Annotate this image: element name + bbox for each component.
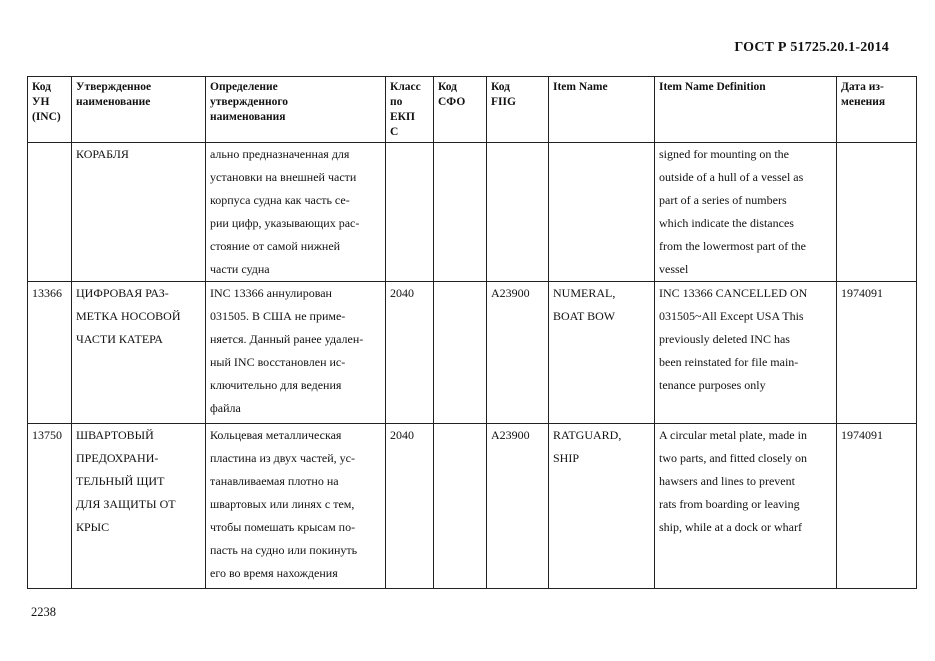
cell-item-definition: INC 13366 CANCELLED ON 031505~All Except USA This previously deleted INC has been reinstated for file main- tenance purposes only: [655, 282, 837, 424]
table-row: [28, 143, 917, 282]
cell-definition: ально предназначенная для установки на внешней части корпуса судна как часть се- рии цифр, указывающих рас- стояние от самой нижней части судна: [206, 143, 386, 282]
cell-name: ЦИФРОВАЯ РАЗ- МЕТКА НОСОВОЙ ЧАСТИ КАТЕРА: [72, 282, 206, 424]
header-change-date: Дата из- менения: [837, 77, 917, 143]
cell-sfo: [434, 424, 487, 589]
cell-code: 13366: [28, 282, 72, 424]
header-code-fiig: Код FIIG: [487, 77, 549, 143]
cell-definition: Кольцевая металлическая пластина из двух частей, ус- танавливаемая плотно на швартовых или линях с тем, чтобы помешать крысам по- пасть на судно или покинуть его во время нахождения: [206, 424, 386, 589]
cell-code: [28, 143, 72, 282]
table-header-row: [28, 77, 917, 143]
header-approved-name: Утвержденное наименование: [72, 77, 206, 143]
header-code-sfo: Код СФО: [434, 77, 487, 143]
cell-code: 13750: [28, 424, 72, 589]
cell-date: [837, 143, 917, 282]
cell-item-name: [549, 143, 655, 282]
cell-class: 2040: [386, 424, 434, 589]
cell-fiig: [487, 143, 549, 282]
cell-class: 2040: [386, 282, 434, 424]
inc-table: [27, 76, 917, 589]
cell-definition: INC 13366 аннулирован 031505. В США не приме- няется. Данный ранее удален- ный INC восстановлен ис- ключительно для ведения файла: [206, 282, 386, 424]
header-code-un: Код УН (INC): [28, 77, 72, 143]
cell-item-name: RATGUARD, SHIP: [549, 424, 655, 589]
header-class-ekps: Класс по ЕКП С: [386, 77, 434, 143]
cell-fiig: A23900: [487, 424, 549, 589]
header-item-name-definition: Item Name Definition: [655, 77, 837, 143]
standard-code: ГОСТ Р 51725.20.1-2014: [734, 40, 889, 55]
cell-item-definition: A circular metal plate, made in two parts, and fitted closely on hawsers and lines to prevent rats from boarding or leaving ship, while at a dock or wharf: [655, 424, 837, 589]
cell-sfo: [434, 282, 487, 424]
header-item-name: Item Name: [549, 77, 655, 143]
cell-item-name: NUMERAL, BOAT BOW: [549, 282, 655, 424]
cell-date: 1974091: [837, 282, 917, 424]
cell-item-definition: signed for mounting on the outside of a hull of a vessel as part of a series of numbers which indicate the distances from the lowermost part of the vessel: [655, 143, 837, 282]
cell-name: КОРАБЛЯ: [72, 143, 206, 282]
table-row: [28, 424, 917, 589]
cell-class: [386, 143, 434, 282]
page-number: 2238: [31, 605, 56, 619]
table-row: [28, 282, 917, 424]
header-definition: Определение утвержденного наименования: [206, 77, 386, 143]
cell-sfo: [434, 143, 487, 282]
cell-fiig: A23900: [487, 282, 549, 424]
cell-name: ШВАРТОВЫЙ ПРЕДОХРАНИ- ТЕЛЬНЫЙ ЩИТ ДЛЯ ЗАЩИТЫ ОТ КРЫС: [72, 424, 206, 589]
cell-date: 1974091: [837, 424, 917, 589]
